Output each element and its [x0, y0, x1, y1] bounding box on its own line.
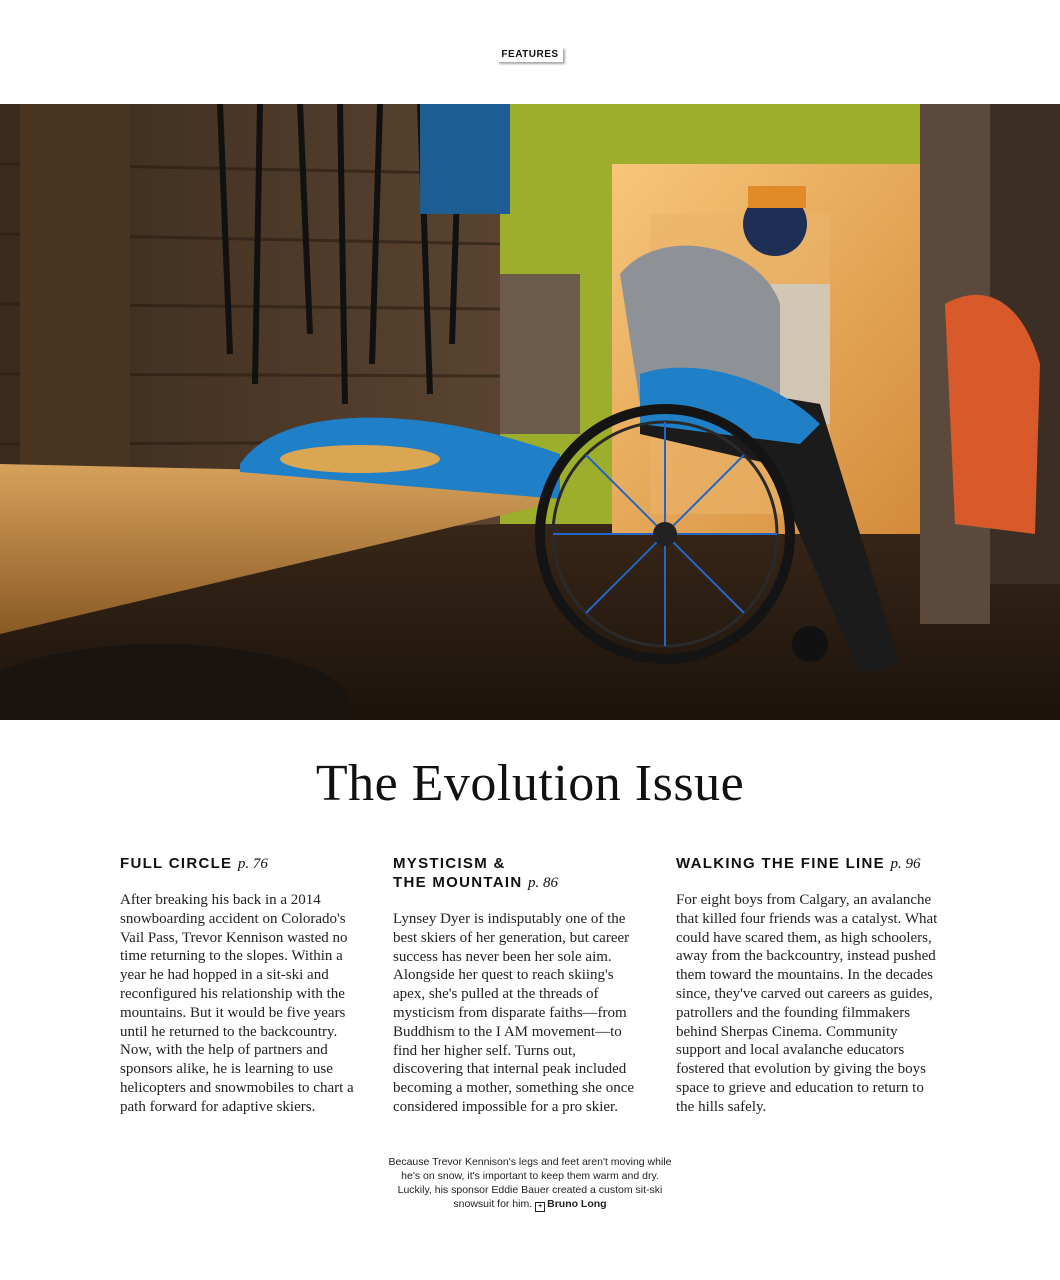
article-heading	[393, 854, 637, 893]
photo-illustration	[0, 104, 1060, 720]
article-heading-line2: THE MOUNTAIN	[393, 874, 523, 891]
article-body: For eight boys from Calgary, an avalanche that killed four friends was a catalyst. What could have scared them, as high schoolers, away from the backcountry, instead pushed them toward the mountains. In the decades since, they've carved out careers as guides, patrollers and the founding filmmakers behind Sherpas Cinema. Community support and local avalanche educators fostered that evolution by giving the boys space to grieve and education to return to the hills safely.	[676, 892, 938, 1115]
article-body: After breaking his back in a 2014 snowboarding accident on Colorado's Vail Pass, Trevor Kennison wasted no time returning to the slopes. Within a year he had hopped in a sit-ski and reconfigured his relationship with the mountains. But it would be five years until he returned to the backcountry. Now, with the help of partners and sponsors alike, he is learning to use helicopters and snowmobiles to chart a path forward for adaptive skiers.	[120, 892, 354, 1115]
page-title: The Evolution Issue	[315, 755, 745, 812]
section-tag-label: FEATURES	[497, 47, 562, 62]
article-heading	[676, 854, 942, 874]
article-page-ref: p. 86	[527, 875, 558, 891]
article-page-ref: p. 76	[237, 856, 268, 872]
photo-credit: Bruno Long	[547, 1198, 607, 1210]
photo-caption	[388, 1155, 672, 1211]
article-heading-text: FULL CIRCLE	[120, 855, 233, 872]
article-mysticism	[393, 854, 637, 1117]
hero-photo	[0, 104, 1060, 720]
article-body: Lynsey Dyer is indisputably one of the best skiers of her generation, but career success has never been her sole aim. Alongside her quest to reach skiing's apex, she's pulled at the threads of mysticism from disparate faiths—from Buddhism to the I AM movement—to find her higher self. Turns out, discovering that internal peak included becoming a mother, something she once considered impossible for a pro skier.	[393, 911, 635, 1115]
article-page-ref: p. 96	[890, 856, 921, 872]
caption-text: Because Trevor Kennison's legs and feet aren't moving while he's on snow, it's important to keep them warm and dry. Luckily, his sponsor Eddie Bauer created a custom sit-ski snowsuit for him.	[388, 1156, 672, 1210]
camera-icon: +	[535, 1202, 545, 1212]
article-full-circle	[120, 854, 364, 1117]
section-tag	[0, 44, 1060, 62]
article-heading-line1: MYSTICISM &	[393, 855, 506, 872]
article-heading-text: WALKING THE FINE LINE	[676, 855, 885, 872]
article-heading	[120, 854, 364, 874]
article-walking-fine-line	[676, 854, 942, 1117]
